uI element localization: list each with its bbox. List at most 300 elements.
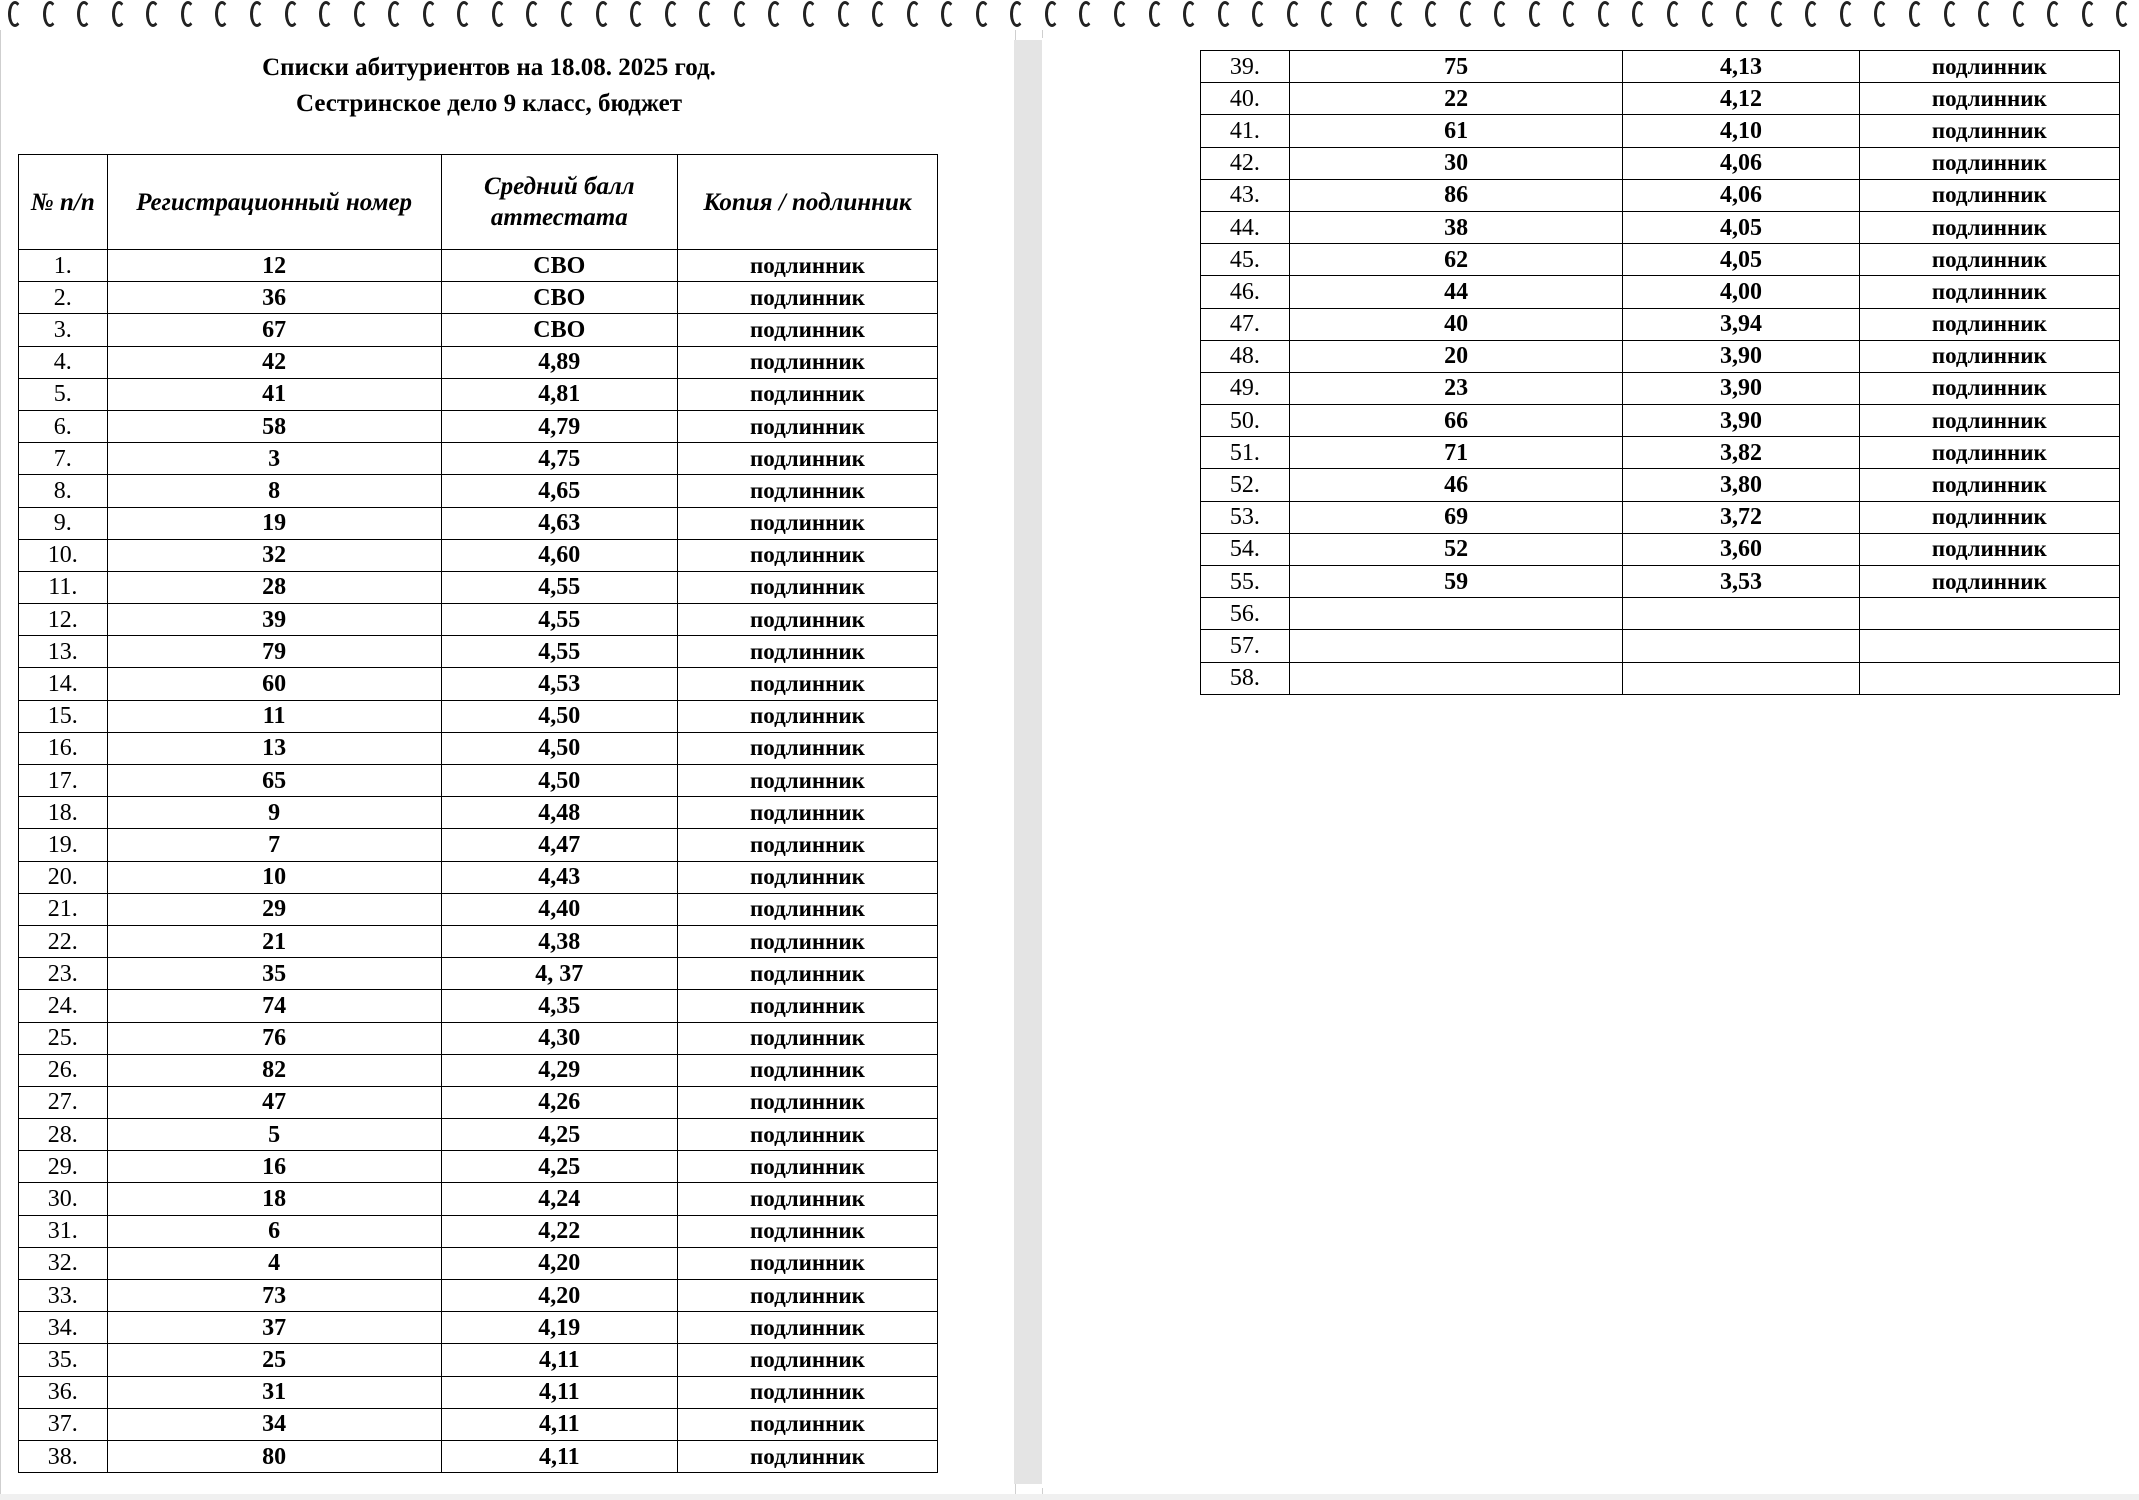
spiral-ring-icon (354, 1, 368, 27)
document-type: подлинник (677, 475, 937, 507)
document-title: Списки абитуриентов на 18.08. 2025 год. (262, 54, 716, 81)
spiral-ring-icon (2082, 1, 2096, 27)
table-row (19, 1054, 938, 1086)
table-row (19, 1440, 938, 1472)
average-score: 4,60 (441, 539, 677, 571)
document-type: подлинник (1859, 437, 2119, 469)
spiral-ring-icon (699, 1, 713, 27)
table-row (19, 1119, 938, 1151)
average-score: 4,43 (441, 861, 677, 893)
table-row (19, 893, 938, 925)
registration-number: 80 (107, 1440, 441, 1472)
row-number: 51. (1201, 437, 1290, 469)
average-score: 4,55 (441, 604, 677, 636)
document-type: подлинник (677, 282, 937, 314)
table-row (1201, 372, 2120, 404)
average-score: 4,55 (441, 636, 677, 668)
table-row (1201, 179, 2120, 211)
page-right (1042, 38, 2122, 1488)
document-type: подлинник (677, 1247, 937, 1279)
spiral-ring-icon (285, 1, 299, 27)
registration-number: 16 (107, 1151, 441, 1183)
spiral-ring-icon (250, 1, 264, 27)
average-score: СВО (441, 282, 677, 314)
document-type: подлинник (677, 1183, 937, 1215)
table-row (1201, 308, 2120, 340)
row-number: 3. (19, 314, 108, 346)
spiral-ring-icon (1909, 1, 1923, 27)
document-type: подлинник (1859, 51, 2119, 83)
registration-number: 41 (107, 378, 441, 410)
spiral-ring-icon (1079, 1, 1093, 27)
spiral-ring-icon (665, 1, 679, 27)
average-score: 4,11 (441, 1440, 677, 1472)
row-number: 47. (1201, 308, 1290, 340)
row-number: 34. (19, 1312, 108, 1344)
document-type: подлинник (677, 539, 937, 571)
table-row (19, 668, 938, 700)
spiral-ring-icon (1010, 1, 1024, 27)
registration-number: 60 (107, 668, 441, 700)
average-score: 4,79 (441, 410, 677, 442)
registration-number: 58 (107, 410, 441, 442)
document-type: подлинник (677, 410, 937, 442)
registration-number: 74 (107, 990, 441, 1022)
registration-number: 4 (107, 1247, 441, 1279)
row-number: 35. (19, 1344, 108, 1376)
registration-number: 37 (107, 1312, 441, 1344)
spiral-ring-icon (941, 1, 955, 27)
average-score: СВО (441, 314, 677, 346)
document-type: подлинник (677, 1408, 937, 1440)
document-type: подлинник (1859, 308, 2119, 340)
table-row (19, 1408, 938, 1440)
document-type: подлинник (677, 250, 937, 282)
table-row (19, 250, 938, 282)
row-number: 15. (19, 700, 108, 732)
document-type: подлинник (677, 893, 937, 925)
spiral-ring-icon (1391, 1, 1405, 27)
table-body-left (19, 250, 938, 1473)
average-score: 4,22 (441, 1215, 677, 1247)
average-score: 4,50 (441, 765, 677, 797)
header-copy-original: Копия / подлинник (677, 155, 937, 250)
document-type (1859, 630, 2119, 662)
table-row (1201, 83, 2120, 115)
table-row (19, 475, 938, 507)
table-row (1201, 244, 2120, 276)
row-number: 22. (19, 925, 108, 957)
registration-number: 3 (107, 443, 441, 475)
average-score: 4,30 (441, 1022, 677, 1054)
average-score: 4,24 (441, 1183, 677, 1215)
table-row (19, 1280, 938, 1312)
table-header-row (19, 155, 938, 250)
spiral-ring-icon (1183, 1, 1197, 27)
average-score: 3,90 (1623, 340, 1859, 372)
table-row (19, 861, 938, 893)
document-type: подлинник (1859, 372, 2119, 404)
spiral-ring-icon (1598, 1, 1612, 27)
average-score: 4,00 (1623, 276, 1859, 308)
table-row (19, 829, 938, 861)
row-number: 17. (19, 765, 108, 797)
table-row (1201, 211, 2120, 243)
row-number: 24. (19, 990, 108, 1022)
registration-number: 22 (1289, 83, 1623, 115)
table-row (19, 571, 938, 603)
row-number: 13. (19, 636, 108, 668)
average-score: 4,20 (441, 1247, 677, 1279)
average-score (1623, 630, 1859, 662)
table-row (19, 732, 938, 764)
document-type: подлинник (1859, 405, 2119, 437)
row-number: 31. (19, 1215, 108, 1247)
average-score: 4,40 (441, 893, 677, 925)
spiral-ring-icon (1218, 1, 1232, 27)
row-number: 36. (19, 1376, 108, 1408)
table-row (1201, 115, 2120, 147)
average-score: 4,89 (441, 346, 677, 378)
row-number: 40. (1201, 83, 1290, 115)
row-number: 57. (1201, 630, 1290, 662)
average-score (1623, 662, 1859, 694)
spiral-ring-icon (1045, 1, 1059, 27)
registration-number: 30 (1289, 147, 1623, 179)
header-number: № п/п (19, 155, 108, 250)
spiral-ring-icon (1460, 1, 1474, 27)
document-type: подлинник (677, 507, 937, 539)
table-row (19, 925, 938, 957)
row-number: 19. (19, 829, 108, 861)
table-row (1201, 469, 2120, 501)
average-score: 3,90 (1623, 372, 1859, 404)
applicants-table-left (18, 154, 938, 1473)
row-number: 33. (19, 1280, 108, 1312)
registration-number: 7 (107, 829, 441, 861)
spiral-ring-icon (8, 1, 22, 27)
table-row (19, 378, 938, 410)
row-number: 39. (1201, 51, 1290, 83)
row-number: 50. (1201, 405, 1290, 437)
registration-number: 6 (107, 1215, 441, 1247)
table-row (1201, 566, 2120, 598)
average-score: 4,35 (441, 990, 677, 1022)
spiral-ring-icon (457, 1, 471, 27)
table-row (19, 410, 938, 442)
registration-number: 40 (1289, 308, 1623, 340)
table-row (1201, 533, 2120, 565)
table-row (1201, 437, 2120, 469)
document-type: подлинник (1859, 276, 2119, 308)
registration-number: 73 (107, 1280, 441, 1312)
document-type: подлинник (677, 1280, 937, 1312)
row-number: 28. (19, 1119, 108, 1151)
row-number: 38. (19, 1440, 108, 1472)
document-type: подлинник (677, 990, 937, 1022)
registration-number: 65 (107, 765, 441, 797)
row-number: 58. (1201, 662, 1290, 694)
spiral-ring-icon (561, 1, 575, 27)
row-number: 23. (19, 958, 108, 990)
registration-number: 46 (1289, 469, 1623, 501)
spiral-ring-icon (907, 1, 921, 27)
document-type: подлинник (677, 668, 937, 700)
average-score: 4,26 (441, 1086, 677, 1118)
registration-number: 5 (107, 1119, 441, 1151)
row-number: 4. (19, 346, 108, 378)
spiral-ring-icon (1771, 1, 1785, 27)
average-score: 4,53 (441, 668, 677, 700)
spiral-ring-icon (734, 1, 748, 27)
row-number: 16. (19, 732, 108, 764)
average-score: 4,05 (1623, 244, 1859, 276)
registration-number: 10 (107, 861, 441, 893)
registration-number: 36 (107, 282, 441, 314)
document-type: подлинник (1859, 211, 2119, 243)
document-type: подлинник (677, 700, 937, 732)
table-row (1201, 276, 2120, 308)
table-body-right (1201, 51, 2120, 695)
document-type: подлинник (677, 636, 937, 668)
table-row (1201, 147, 2120, 179)
registration-number: 29 (107, 893, 441, 925)
average-score: 4,63 (441, 507, 677, 539)
average-score: 3,94 (1623, 308, 1859, 340)
table-row (19, 1151, 938, 1183)
row-number: 48. (1201, 340, 1290, 372)
average-score (1623, 598, 1859, 630)
average-score: 4,11 (441, 1344, 677, 1376)
row-number: 54. (1201, 533, 1290, 565)
spiral-ring-icon (1563, 1, 1577, 27)
applicants-table-right (1200, 50, 2120, 695)
registration-number (1289, 630, 1623, 662)
document-type: подлинник (677, 765, 937, 797)
row-number: 27. (19, 1086, 108, 1118)
document-type: подлинник (1859, 340, 2119, 372)
registration-number: 79 (107, 636, 441, 668)
table-row (19, 346, 938, 378)
registration-number: 59 (1289, 566, 1623, 598)
table-row (19, 443, 938, 475)
document-type: подлинник (1859, 179, 2119, 211)
table-row (19, 636, 938, 668)
row-number: 10. (19, 539, 108, 571)
table-row (19, 282, 938, 314)
spiral-ring-icon (2013, 1, 2027, 27)
row-number: 52. (1201, 469, 1290, 501)
document-type: подлинник (677, 1119, 937, 1151)
spiral-ring-icon (872, 1, 886, 27)
spiral-ring-icon (319, 1, 333, 27)
document-type: подлинник (677, 314, 937, 346)
row-number: 55. (1201, 566, 1290, 598)
table-row (19, 797, 938, 829)
average-score: 4,48 (441, 797, 677, 829)
registration-number: 66 (1289, 405, 1623, 437)
document-type (1859, 598, 2119, 630)
spiral-ring-icon (2116, 1, 2130, 27)
registration-number: 28 (107, 571, 441, 603)
table-row (19, 1086, 938, 1118)
table-row (19, 1344, 938, 1376)
spiral-ring-icon (146, 1, 160, 27)
average-score: 4,65 (441, 475, 677, 507)
table-row (19, 1183, 938, 1215)
average-score: 3,72 (1623, 501, 1859, 533)
header-registration-number: Регистрационный номер (107, 155, 441, 250)
document-type: подлинник (677, 1440, 937, 1472)
spiral-ring-icon (1425, 1, 1439, 27)
table-row (19, 1247, 938, 1279)
registration-number: 21 (107, 925, 441, 957)
table-row (1201, 662, 2120, 694)
average-score: 4,06 (1623, 147, 1859, 179)
row-number: 18. (19, 797, 108, 829)
spiral-ring-icon (768, 1, 782, 27)
page-bottom-edge (0, 1494, 2139, 1500)
average-score: 4,19 (441, 1312, 677, 1344)
average-score: 4,06 (1623, 179, 1859, 211)
document-type: подлинник (677, 732, 937, 764)
spiral-ring-icon (112, 1, 126, 27)
registration-number: 20 (1289, 340, 1623, 372)
registration-number (1289, 662, 1623, 694)
spiral-ring-icon (1736, 1, 1750, 27)
row-number: 42. (1201, 147, 1290, 179)
row-number: 45. (1201, 244, 1290, 276)
registration-number: 23 (1289, 372, 1623, 404)
registration-number: 13 (107, 732, 441, 764)
row-number: 49. (1201, 372, 1290, 404)
spiral-ring-icon (1632, 1, 1646, 27)
spiral-ring-icon (1944, 1, 1958, 27)
spiral-ring-icon (1149, 1, 1163, 27)
document-type: подлинник (677, 1344, 937, 1376)
registration-number: 38 (1289, 211, 1623, 243)
average-score: 4, 37 (441, 958, 677, 990)
document-type: подлинник (677, 571, 937, 603)
average-score: 3,80 (1623, 469, 1859, 501)
row-number: 41. (1201, 115, 1290, 147)
average-score: 4,11 (441, 1408, 677, 1440)
average-score: 3,53 (1623, 566, 1859, 598)
registration-number: 19 (107, 507, 441, 539)
average-score: 3,90 (1623, 405, 1859, 437)
table-row (19, 539, 938, 571)
table-row (1201, 598, 2120, 630)
document-type: подлинник (677, 1086, 937, 1118)
spiral-ring-icon (838, 1, 852, 27)
average-score: 4,20 (441, 1280, 677, 1312)
average-score: 4,50 (441, 700, 677, 732)
average-score: 4,11 (441, 1376, 677, 1408)
document-type: подлинник (1859, 244, 2119, 276)
document-type: подлинник (677, 925, 937, 957)
registration-number: 71 (1289, 437, 1623, 469)
table-row (19, 700, 938, 732)
average-score: 4,25 (441, 1119, 677, 1151)
spiral-ring-icon (77, 1, 91, 27)
average-score: 4,38 (441, 925, 677, 957)
average-score: СВО (441, 250, 677, 282)
document-type: подлинник (677, 346, 937, 378)
registration-number: 9 (107, 797, 441, 829)
registration-number: 62 (1289, 244, 1623, 276)
row-number: 30. (19, 1183, 108, 1215)
row-number: 25. (19, 1022, 108, 1054)
document-type: подлинник (677, 1312, 937, 1344)
row-number: 32. (19, 1247, 108, 1279)
document-type: подлинник (677, 829, 937, 861)
spiral-ring-icon (1702, 1, 1716, 27)
average-score: 4,75 (441, 443, 677, 475)
average-score: 4,55 (441, 571, 677, 603)
document-type: подлинник (677, 1376, 937, 1408)
page-gutter (1014, 40, 1042, 1484)
spiral-ring-icon (492, 1, 506, 27)
row-number: 12. (19, 604, 108, 636)
spiral-ring-icon (1805, 1, 1819, 27)
document-type: подлинник (1859, 115, 2119, 147)
average-score: 4,47 (441, 829, 677, 861)
registration-number: 12 (107, 250, 441, 282)
spiral-ring-icon (2047, 1, 2061, 27)
header-average-score: Средний балл аттестата (441, 155, 677, 250)
average-score: 4,10 (1623, 115, 1859, 147)
registration-number (1289, 598, 1623, 630)
row-number: 9. (19, 507, 108, 539)
spiral-ring-icon (1287, 1, 1301, 27)
table-row (19, 990, 938, 1022)
spiral-ring-icon (1840, 1, 1854, 27)
table-row (1201, 405, 2120, 437)
spiral-ring-icon (1356, 1, 1370, 27)
document-type: подлинник (1859, 469, 2119, 501)
registration-number: 34 (107, 1408, 441, 1440)
spiral-ring-icon (1667, 1, 1681, 27)
registration-number: 76 (107, 1022, 441, 1054)
document-type: подлинник (677, 1215, 937, 1247)
registration-number: 25 (107, 1344, 441, 1376)
spiral-ring-icon (596, 1, 610, 27)
table-row (19, 765, 938, 797)
table-row (19, 958, 938, 990)
registration-number: 31 (107, 1376, 441, 1408)
registration-number: 67 (107, 314, 441, 346)
row-number: 53. (1201, 501, 1290, 533)
spiral-ring-icon (388, 1, 402, 27)
registration-number: 61 (1289, 115, 1623, 147)
registration-number: 82 (107, 1054, 441, 1086)
registration-number: 86 (1289, 179, 1623, 211)
row-number: 8. (19, 475, 108, 507)
average-score: 4,81 (441, 378, 677, 410)
table-row (1201, 51, 2120, 83)
document-type: подлинник (677, 861, 937, 893)
document-type: подлинник (1859, 147, 2119, 179)
document-type: подлинник (1859, 501, 2119, 533)
spiral-ring-icon (423, 1, 437, 27)
row-number: 7. (19, 443, 108, 475)
average-score: 4,05 (1623, 211, 1859, 243)
spiral-ring-icon (1494, 1, 1508, 27)
table-row (19, 1022, 938, 1054)
spiral-ring-icon (976, 1, 990, 27)
row-number: 56. (1201, 598, 1290, 630)
row-number: 5. (19, 378, 108, 410)
